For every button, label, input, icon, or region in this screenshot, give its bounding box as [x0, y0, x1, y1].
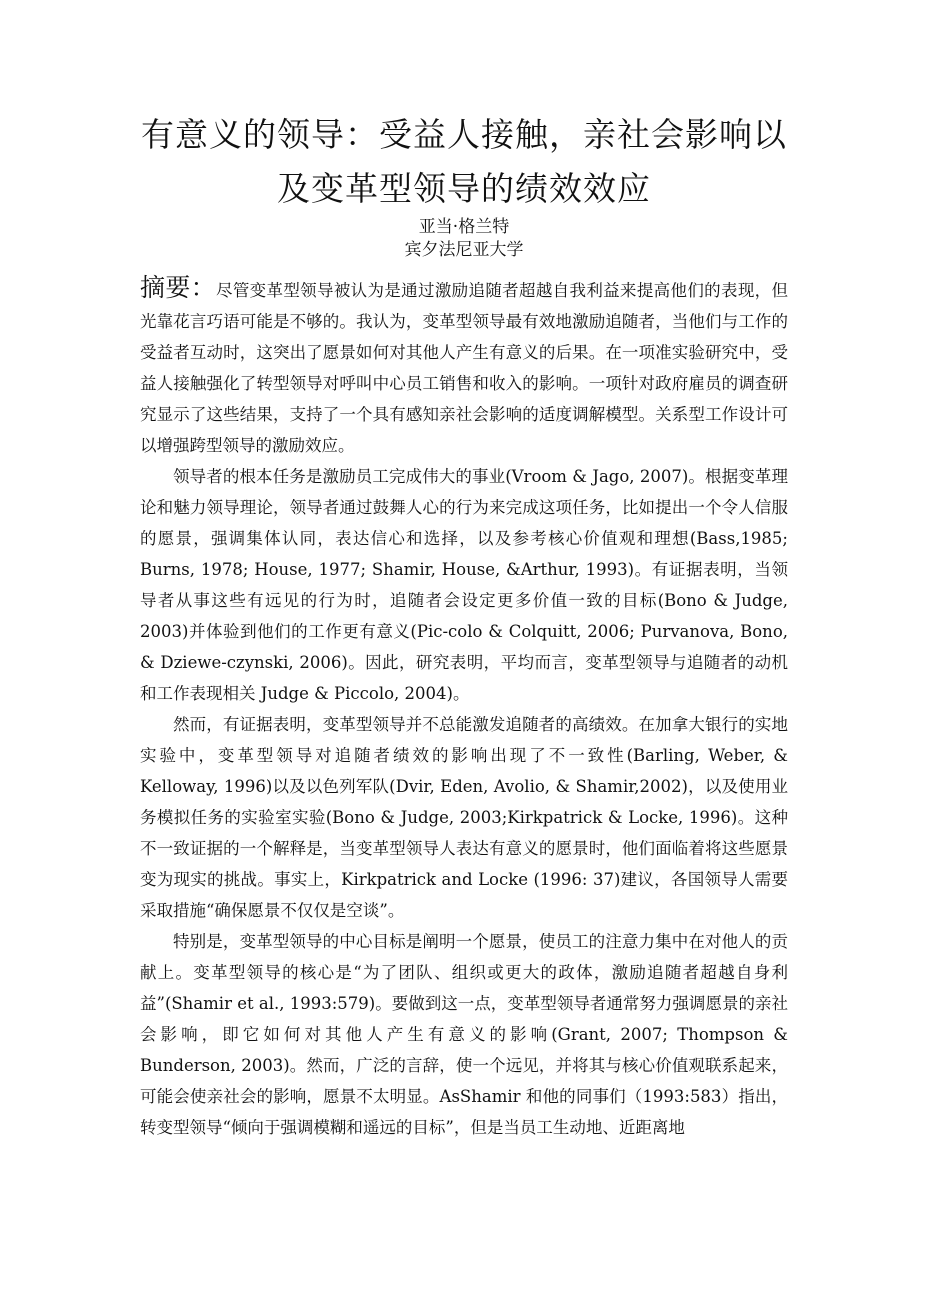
- paper-title: 有意义的领导：受益人接触，亲社会影响以及变革型领导的绩效效应: [141, 115, 787, 208]
- abstract: [140, 272, 788, 461]
- abstract-text: 尽管变革型领导被认为是通过激励追随者超越自我利益来提高他们的表现，但光靠花言巧语可能是不够的。我认为，变革型领导最有效地激励追随者，当他们与工作的受益者互动时，这突出了愿景如何对其他人产生有意义的后果。在一项准实验研究中，受益人接触强化了转型领导对呼叫中心员工销售和收入的影响。一项针对政府雇员的调查研究显示了这些结果，支持了一个具有感知亲社会影响的适度调解模型。关系型工作设计可以增强跨型领导的激励效应。: [140, 281, 788, 455]
- author-name: 亚当·格兰特: [418, 217, 510, 237]
- abstract-label: 摘要：: [140, 273, 216, 302]
- body-paragraph-1: 领导者的根本任务是激励员工完成伟大的事业(Vroom & Jago, 2007)。根据变革理论和魅力领导理论，领导者通过鼓舞人心的行为来完成这项任务，比如提出一个令人信服的愿景，强调集体认同，表达信心和选择，以及参考核心价值观和理想(Bass,1985; Burns, 1978; House, 1977; Shamir, House, &Arthur, 1993)。有证据表明，当领导者从事这些有远见的行为时，追随者会设定更多价值一致的目标(Bono & Judge, 2003)并体验到他们的工作更有意义(Pic-colo & Colquitt, 2006; Purvanova, Bono, & Dziewe-czynski, 2006)。因此，研究表明，平均而言，变革型领导与追随者的动机和工作表现相关 Judge & Piccolo, 2004)。: [140, 467, 788, 703]
- author-affiliation: 宾夕法尼亚大学: [404, 240, 524, 260]
- paper-page: [140, 108, 788, 1143]
- body-paragraph-3: 特别是，变革型领导的中心目标是阐明一个愿景，使员工的注意力集中在对他人的贡献上。变革型领导的核心是“为了团队、组织或更大的政体，激励追随者超越自身利益”(Shamir et al., 1993:579)。要做到这一点，变革型领导者通常努力强调愿景的亲社会影响，即它如何对其他人产生有意义的影响(Grant, 2007; Thompson & Bunderson, 2003)。然而，广泛的言辞，使一个远见，并将其与核心价值观联系起来，可能会使亲社会的影响，愿景不太明显。AsShamir 和他的同事们（1993:583）指出，转变型领导“倾向于强调模糊和遥远的目标”，但是当员工生动地、近距离地: [140, 932, 788, 1137]
- body-paragraph-2: 然而，有证据表明，变革型领导并不总能激发追随者的高绩效。在加拿大银行的实地实验中，变革型领导对追随者绩效的影响出现了不一致性(Barling, Weber, & Kelloway, 1996)以及以色列军队(Dvir, Eden, Avolio, & Shamir,2002)，以及使用业务模拟任务的实验室实验(Bono & Judge, 2003;Kirkpatrick & Locke, 1996)。这种不一致证据的一个解释是，当变革型领导人表达有意义的愿景时，他们面临着将这些愿景变为现实的挑战。事实上，Kirkpatrick and Locke (1996: 37)建议，各国领导人需要采取措施“确保愿景不仅仅是空谈”。: [140, 715, 788, 920]
